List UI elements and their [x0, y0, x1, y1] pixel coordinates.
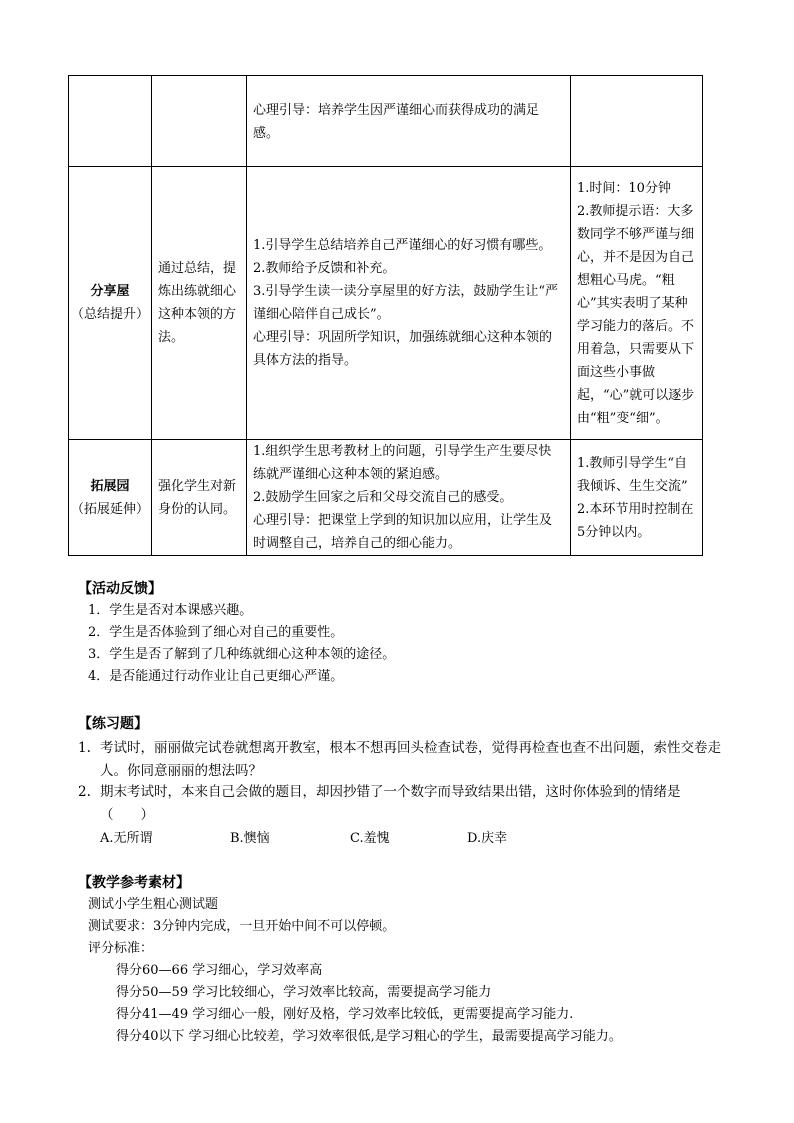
question-number: 1. [78, 740, 91, 756]
stage-cell [69, 440, 152, 556]
activity-item: 心理引导：巩固所学知识，加强练就细心这种本领的具体方法的指导。 [253, 330, 553, 368]
list-item: 4．是否能通过行动作业让自己更细心严谨。 [88, 669, 344, 684]
question-text: 考试时，丽丽做完试卷就想离开教室，根本不想再回头检查试卷，觉得再检查也查不出问题，索性交卷走人。你同意丽丽的想法吗？ [100, 740, 721, 779]
stage-cell [69, 167, 152, 440]
stage-subtitle: （拓展延伸） [70, 501, 149, 517]
table-row [69, 440, 703, 556]
exercises-section [78, 713, 148, 735]
section-title: 【练习题】 [78, 716, 148, 732]
option-b: B.懊恼 [230, 831, 270, 846]
activity-text: 心理引导：培养学生因严谨细心而获得成功的满足感。 [253, 102, 540, 141]
stage-title: 分享屋 [90, 284, 130, 299]
notes-cell [571, 440, 703, 556]
reference-line: 测试小学生粗心测试题 [88, 897, 219, 912]
notes-cell [571, 76, 703, 167]
activity-cell [247, 167, 571, 440]
score-line: 得分41—49 学习细心一般，刚好及格，学习效率比较低，更需要提高学习能力. [116, 1007, 574, 1022]
note-item: 1.时间：10分钟 [577, 180, 671, 196]
score-line: 得分50—59 学习比较细心，学习效率比较高，需要提高学习能力 [116, 985, 492, 1000]
list-item: 1．学生是否对本课感兴趣。 [88, 603, 253, 618]
option-a: A.无所谓 [100, 831, 153, 846]
question-2 [78, 781, 726, 827]
activity-item: 1.组织学生思考教材上的问题，引导学生产生要尽快练就严谨细心这种本领的紧迫感。 [253, 444, 552, 482]
option-c: C.羞愧 [350, 831, 390, 846]
table-row [69, 76, 703, 167]
note-item: 2.教师提示语：大多数同学不够严谨与细心，并不是因为自己想粗心马虎。“粗心”其实表明了某种学习能力的落后。不用着急，只需要从下面这些小事做起，“心”就可以逐步由“粗”变“细”。 [577, 203, 695, 426]
list-item: 3．学生是否了解到了几种练就细心这种本领的途径。 [88, 647, 396, 662]
activity-item: 2.教师给予反馈和补充。 [253, 261, 396, 276]
score-line: 得分60—66 学习细心，学习效率高 [116, 963, 323, 978]
activity-item: 心理引导：把课堂上学到的知识加以应用，让学生及时调整自己，培养自己的细心能力。 [253, 513, 553, 551]
reference-section [78, 872, 718, 1048]
reference-line: 评分标准： [88, 941, 154, 956]
feedback-section [78, 578, 718, 688]
table-row [69, 167, 703, 440]
activity-cell [247, 440, 571, 556]
goal-text: 通过总结，提炼出练就细心这种本领的方法。 [158, 261, 237, 345]
activity-item: 1.引导学生总结培养自己严谨细心的好习惯有哪些。 [253, 238, 552, 253]
stage-subtitle: （总结提升） [70, 307, 149, 322]
activity-cell [247, 76, 571, 167]
activity-item: 3.引导学生读一读分享屋里的好方法，鼓励学生让“严谨细心陪伴自己成长”。 [253, 284, 559, 322]
notes-cell [571, 167, 703, 440]
goal-cell [152, 167, 247, 440]
reference-line: 测试要求：3分钟内完成，一旦开始中间不可以停顿。 [88, 919, 396, 934]
question-number: 2. [78, 784, 91, 800]
stage-title: 拓展园 [90, 478, 130, 494]
stage-cell [69, 76, 152, 167]
note-item: 2.本环节用时控制在5分钟以内。 [577, 501, 694, 540]
activity-item: 2.鼓励学生回家之后和父母交流自己的感受。 [253, 490, 513, 505]
note-item: 1.教师引导学生“自我倾诉、生生交流” [577, 455, 688, 494]
option-d: D.庆幸 [467, 831, 508, 846]
question-1 [78, 737, 726, 783]
section-title: 【教学参考素材】 [78, 875, 190, 891]
score-line: 得分40以下 学习细心比较差，学习效率很低,是学习粗心的学生，最需要提高学习能力。 [116, 1029, 622, 1044]
lesson-plan-table [68, 75, 703, 556]
list-item: 2．学生是否体验到了细心对自己的重要性。 [88, 625, 344, 640]
goal-cell [152, 440, 247, 556]
goal-text: 强化学生对新身份的认同。 [158, 478, 237, 517]
question-text: 期末考试时，本来自己会做的题目，却因抄错了一个数字而导致结果出错，这时你体验到的情绪是（ ） [100, 784, 681, 823]
goal-cell [152, 76, 247, 167]
section-title: 【活动反馈】 [78, 581, 162, 597]
